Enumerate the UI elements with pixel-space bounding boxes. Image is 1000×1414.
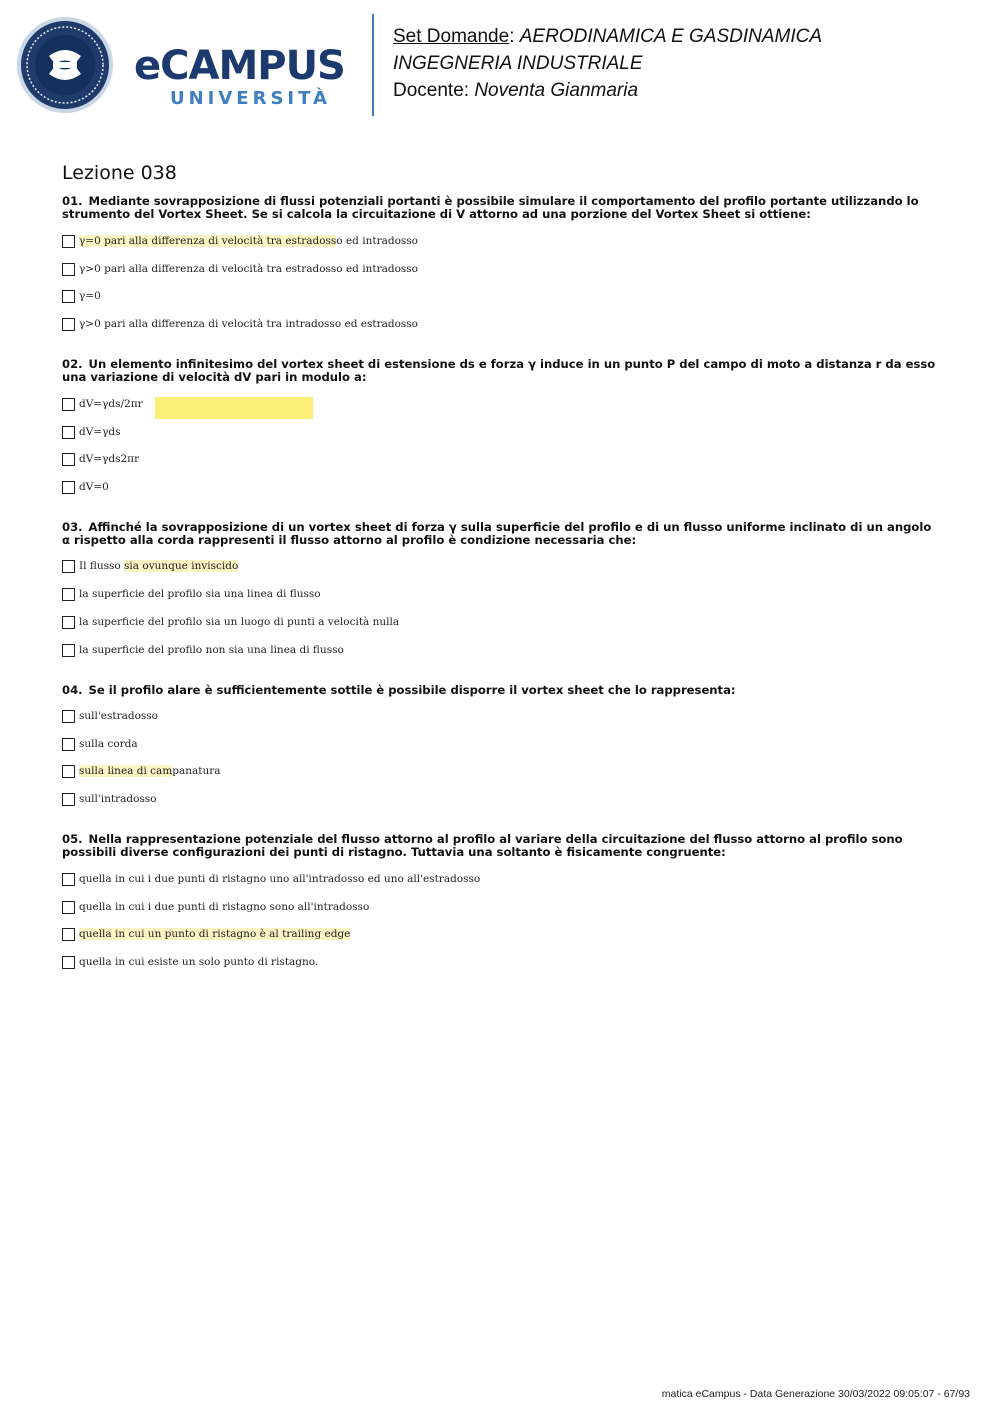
lesson-title: Lezione 038	[62, 162, 177, 184]
checkbox[interactable]	[62, 710, 75, 723]
answer-text: γ>0 pari alla differenza di velocità tra estradosso ed intradosso	[79, 263, 418, 275]
highlighted-text: quella in cui un punto di ristagno è al trailing edge	[79, 928, 351, 940]
answer-text: la superficie del profilo sia una linea di flusso	[79, 588, 321, 600]
checkbox[interactable]	[62, 738, 75, 751]
checkbox[interactable]	[62, 616, 75, 629]
answer-option[interactable]	[62, 870, 480, 888]
answer-text: Il flusso	[79, 560, 125, 572]
checkbox[interactable]	[62, 453, 75, 466]
checkbox[interactable]	[62, 765, 75, 778]
logo-subtitle: UNIVERSITÀ	[170, 88, 331, 109]
question-text: Affinché la sovrapposizione di un vortex sheet di forza γ sulla superficie del profilo e di un flusso uniforme inclinato di un angolo α rispetto alla corda rappresenti il flusso attorno al profilo è condizione necessaria che:	[62, 520, 932, 547]
answer-text: γ>0 pari alla differenza di velocità tra intradosso ed estradosso	[79, 318, 418, 330]
question-text: Un elemento infinitesimo del vortex sheet di estensione ds e forza γ induce in un punto P del campo di moto a distanza r da esso una variazione di velocità dV pari in modulo a:	[62, 357, 936, 384]
answer-text: quella in cui esiste un solo punto di ristagno.	[79, 956, 319, 968]
question-number: 02.	[62, 357, 83, 371]
answer-option[interactable]	[62, 287, 101, 305]
checkbox[interactable]	[62, 398, 75, 411]
question-number: 03.	[62, 520, 83, 534]
answer-text: o ed intradosso	[336, 235, 418, 247]
answer-text: dV=0	[79, 481, 109, 493]
answer-option[interactable]	[62, 260, 418, 278]
question-2	[62, 357, 942, 493]
question-text: Se il profilo alare è sufficientemente sottile è possibile disporre il vortex sheet che lo rappresenta:	[88, 683, 736, 697]
answer-option[interactable]	[62, 735, 138, 753]
checkbox[interactable]	[62, 318, 75, 331]
highlighted-text: sia ovunque inviscido	[124, 560, 239, 572]
answer-text: panatura	[172, 765, 221, 777]
checkbox[interactable]	[62, 588, 75, 601]
answer-text: dV=γds/2πr	[79, 398, 143, 410]
question-number: 05.	[62, 832, 83, 846]
checkbox[interactable]	[62, 263, 75, 276]
header-info: Set Domande: AERODINAMICA E GASDINAMICA INGEGNERIA INDUSTRIALE Docente: Noventa Gianmaria	[393, 26, 823, 101]
ecampus-seal-logo	[16, 16, 114, 114]
teacher: Noventa Gianmaria	[474, 80, 639, 101]
answer-option[interactable]	[62, 790, 157, 808]
checkbox[interactable]	[62, 426, 75, 439]
logo-wordmark: eCAMPUS	[134, 43, 345, 89]
teacher-label: Docente:	[393, 80, 470, 101]
question-4	[62, 683, 942, 805]
ecampus-wordmark	[134, 44, 354, 114]
highlighted-text: γ=0 pari alla differenza di velocità tra estradoss	[79, 235, 337, 247]
highlight-mark	[155, 397, 313, 419]
question-number: 01.	[62, 194, 83, 208]
checkbox[interactable]	[62, 560, 75, 573]
answer-text: quella in cui i due punti di ristagno sono all'intradosso	[79, 901, 370, 913]
answer-text: la superficie del profilo sia un luogo di punti a velocità nulla	[79, 616, 400, 628]
answer-option[interactable]	[62, 641, 344, 659]
answer-text: quella in cui i due punti di ristagno uno all'intradosso ed uno all'estradosso	[79, 873, 481, 885]
answer-text: dV=γds2πr	[79, 453, 140, 465]
checkbox[interactable]	[62, 901, 75, 914]
answer-option[interactable]	[62, 557, 238, 575]
checkbox[interactable]	[62, 290, 75, 303]
answer-text: sulla corda	[79, 738, 138, 750]
checkbox[interactable]	[62, 956, 75, 969]
course: INGEGNERIA INDUSTRIALE	[393, 53, 643, 74]
set-label: Set Domande	[393, 26, 510, 47]
answer-option[interactable]	[62, 953, 318, 971]
answer-option[interactable]	[62, 315, 418, 333]
checkbox[interactable]	[62, 644, 75, 657]
subject: AERODINAMICA E GASDINAMICA	[519, 26, 823, 47]
highlighted-text: sulla linea di cam	[79, 765, 173, 777]
answer-option[interactable]	[62, 450, 139, 468]
question-3	[62, 520, 942, 656]
answer-text: γ=0	[79, 290, 101, 302]
answer-text: sull'estradosso	[79, 710, 158, 722]
answer-option[interactable]	[62, 423, 121, 441]
answer-text: la superficie del profilo non sia una linea di flusso	[79, 644, 344, 656]
answer-option[interactable]	[62, 613, 399, 631]
question-number: 04.	[62, 683, 83, 697]
answer-option[interactable]	[62, 762, 221, 780]
answer-option[interactable]	[62, 585, 321, 603]
checkbox[interactable]	[62, 793, 75, 806]
answer-text: dV=γds	[79, 426, 121, 438]
answer-text: sull'intradosso	[79, 793, 157, 805]
question-1	[62, 194, 942, 330]
question-5	[62, 832, 942, 968]
answer-option[interactable]	[62, 395, 143, 413]
footer-text: matica eCampus - Data Generazione 30/03/2022 09:05:07 - 67/93	[661, 1388, 970, 1400]
question-text: Mediante sovrapposizione di flussi potenziali portanti è possibile simulare il comportamento del profilo portante utilizzando lo strumento del Vortex Sheet. Se si calcola la circuitazione di V attorno ad una porzione del Vortex Sheet si ottiene:	[62, 194, 919, 221]
answer-option[interactable]	[62, 232, 418, 250]
checkbox[interactable]	[62, 873, 75, 886]
answer-option[interactable]	[62, 707, 158, 725]
answer-option[interactable]	[62, 478, 109, 496]
checkbox[interactable]	[62, 928, 75, 941]
checkbox[interactable]	[62, 481, 75, 494]
answer-option[interactable]	[62, 925, 350, 943]
answer-option[interactable]	[62, 898, 369, 916]
question-text: Nella rappresentazione potenziale del flusso attorno al profilo al variare della circuitazione del flusso attorno al profilo sono possibili diverse configurazioni dei punti di ristagno. Tuttavia una soltanto è fisicamente congruente:	[62, 832, 903, 859]
checkbox[interactable]	[62, 235, 75, 248]
header-divider	[372, 14, 374, 116]
